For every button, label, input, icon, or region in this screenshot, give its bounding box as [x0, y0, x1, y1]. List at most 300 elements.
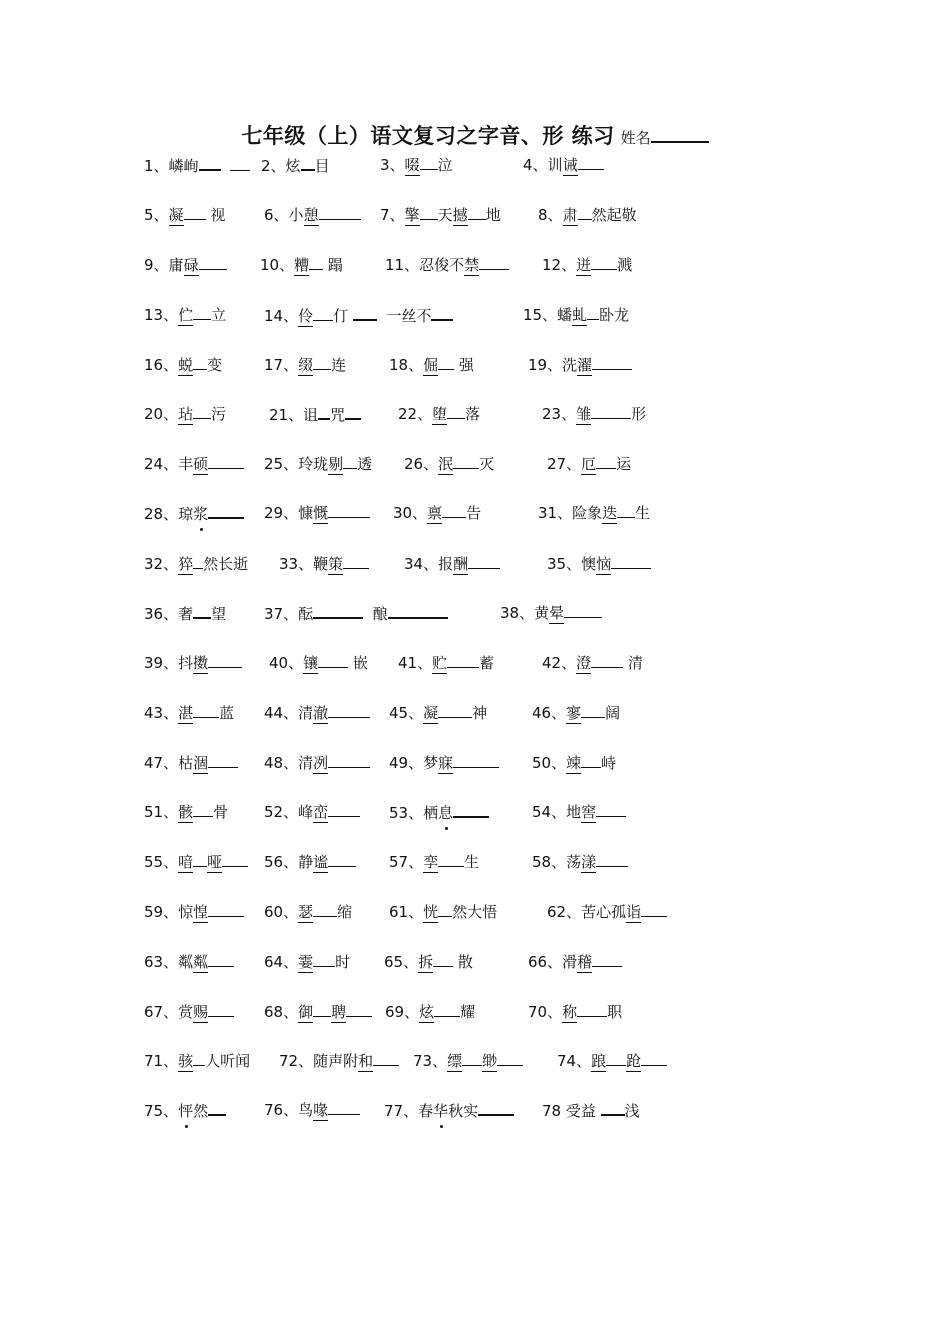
answer-blank[interactable] [193, 849, 207, 867]
answer-blank[interactable] [433, 949, 453, 967]
item-18 [389, 352, 474, 375]
row-20 [0, 1097, 950, 1121]
item-number: 48、 [264, 754, 299, 772]
item-16 [144, 352, 222, 375]
answer-blank[interactable] [578, 202, 592, 220]
answer-blank[interactable] [346, 999, 372, 1017]
item-20 [144, 401, 226, 424]
item-word: 抖 [178, 654, 194, 672]
item-59 [144, 899, 244, 922]
answer-blank[interactable] [388, 600, 448, 619]
item-number: 49、 [389, 754, 424, 772]
item-word: 蓝 [219, 704, 235, 722]
target-character: 肃 [562, 206, 578, 224]
item-word: 目 [314, 157, 330, 175]
target-character: 糟 [294, 256, 310, 274]
item-24 [144, 451, 244, 474]
answer-blank[interactable] [309, 252, 323, 270]
item-17 [264, 352, 346, 375]
answer-blank[interactable] [478, 1097, 514, 1116]
row-8 [0, 500, 950, 524]
item-number: 36、 [144, 605, 179, 623]
answer-blank[interactable] [479, 252, 509, 270]
target-character: 硕 [193, 455, 209, 473]
answer-blank[interactable] [420, 152, 438, 170]
item-50 [532, 750, 616, 773]
item-number: 41、 [398, 654, 433, 672]
item-word: 洗 [562, 356, 578, 374]
answer-blank[interactable] [591, 401, 631, 419]
item-word: 诅 [303, 406, 319, 424]
item-word: 地 [566, 803, 582, 821]
item-55 [144, 849, 248, 872]
item-word: 奢 [178, 605, 194, 623]
item-number: 27、 [547, 455, 582, 473]
item-30 [393, 500, 481, 523]
target-character: 缈 [482, 1052, 498, 1070]
answer-blank[interactable] [208, 750, 238, 768]
row-6 [0, 401, 950, 425]
target-character: 赐 [193, 1003, 209, 1021]
item-word: 忍俊不 [419, 256, 465, 274]
target-character: 玷 [178, 405, 194, 423]
item-word: 小 [288, 206, 304, 224]
answer-blank[interactable] [431, 302, 453, 321]
item-word: 受益 [565, 1102, 596, 1120]
answer-blank[interactable] [208, 949, 234, 967]
item-36 [144, 600, 226, 624]
item-word: 灭 [479, 455, 495, 473]
item-word: 惊 [178, 903, 194, 921]
item-72 [279, 1048, 399, 1071]
item-45 [389, 700, 487, 723]
answer-blank[interactable] [617, 500, 635, 518]
item-65 [384, 949, 473, 972]
item-27 [547, 451, 631, 474]
item-word: 训 [547, 156, 563, 174]
item-word: 望 [211, 605, 227, 623]
answer-blank[interactable] [442, 500, 466, 518]
item-word: 静 [298, 853, 314, 871]
target-character: 竦 [566, 754, 582, 772]
item-number: 8、 [538, 206, 563, 224]
answer-blank[interactable] [438, 849, 464, 867]
item-word: 人听闻 [205, 1052, 251, 1070]
answer-blank[interactable] [208, 1097, 226, 1116]
item-word: 清 [627, 654, 643, 672]
item-word: 嵌 [352, 654, 368, 672]
row-4 [0, 302, 950, 326]
target-character: 寐 [438, 754, 454, 772]
item-2 [261, 152, 330, 176]
answer-blank[interactable] [193, 600, 211, 619]
item-69 [385, 999, 475, 1022]
answer-blank[interactable] [193, 1048, 205, 1066]
answer-blank[interactable] [193, 700, 219, 718]
answer-blank[interactable] [208, 500, 244, 519]
item-number: 3、 [380, 156, 405, 174]
item-39 [144, 650, 242, 673]
item-number: 73、 [413, 1052, 448, 1070]
item-10 [260, 252, 343, 275]
answer-blank[interactable] [438, 899, 452, 917]
answer-blank[interactable] [468, 551, 500, 569]
item-word: 骨 [213, 803, 229, 821]
target-character: 炫 [419, 1003, 435, 1021]
item-word: 地 [485, 206, 501, 224]
target-character: 稽 [577, 953, 593, 971]
item-word: 酿 [372, 605, 388, 623]
target-character: 湛 [178, 704, 194, 722]
item-word: 滑 [562, 953, 578, 971]
target-character: 憩 [303, 206, 319, 224]
answer-blank[interactable] [453, 799, 489, 818]
item-number: 19、 [528, 356, 563, 374]
item-49 [389, 750, 499, 773]
item-47 [144, 750, 238, 773]
item-word: 报 [438, 555, 454, 573]
answer-blank[interactable] [447, 650, 479, 668]
item-28 [144, 500, 244, 524]
answer-blank[interactable] [641, 1048, 667, 1066]
item-word: 强 [458, 356, 474, 374]
answer-blank[interactable] [420, 202, 438, 220]
target-character: 禀 [427, 504, 443, 522]
row-11 [0, 650, 950, 674]
target-character: 澈 [313, 704, 329, 722]
answer-blank[interactable] [468, 202, 486, 220]
target-character: 伶 [298, 307, 314, 325]
target-character: 惶 [193, 903, 209, 921]
item-number: 60、 [264, 903, 299, 921]
row-17 [0, 949, 950, 973]
item-word: 玲珑 [298, 455, 329, 473]
row-10 [0, 600, 950, 624]
item-11 [385, 252, 509, 275]
target-character: 擎 [404, 206, 420, 224]
target-character: 贮 [432, 654, 448, 672]
item-75 [144, 1097, 226, 1121]
item-4 [523, 152, 604, 175]
item-26 [404, 451, 494, 474]
answer-blank[interactable] [208, 999, 234, 1017]
item-7 [380, 202, 501, 225]
item-word: 荡 [566, 853, 582, 871]
item-word: 落 [465, 405, 481, 423]
item-number: 37、 [264, 605, 299, 623]
item-number: 21、 [269, 406, 304, 424]
item-number: 65、 [384, 953, 419, 971]
item-word: 酝 [298, 605, 314, 623]
item-word: 形 [631, 405, 647, 423]
target-character: 跄 [626, 1052, 642, 1070]
item-number: 33、 [279, 555, 314, 573]
item-word: 鞭 [313, 555, 329, 573]
target-character: 冽 [313, 754, 329, 772]
answer-blank[interactable] [592, 949, 622, 967]
answer-blank[interactable] [230, 153, 250, 171]
answer-blank[interactable] [343, 451, 357, 469]
answer-blank[interactable] [453, 451, 479, 469]
answer-blank[interactable] [587, 302, 599, 320]
target-character: 谧 [313, 853, 329, 871]
answer-blank[interactable] [328, 700, 370, 718]
answer-blank[interactable] [462, 1048, 482, 1066]
item-number: 77、 [384, 1102, 419, 1120]
answer-blank[interactable] [591, 650, 623, 668]
answer-blank[interactable] [591, 252, 617, 270]
item-43 [144, 700, 234, 723]
item-number: 62、 [547, 903, 582, 921]
item-number: 39、 [144, 654, 179, 672]
target-character: 孪 [423, 853, 439, 871]
answer-blank[interactable] [193, 401, 211, 419]
answer-blank[interactable] [328, 1097, 360, 1115]
item-word: 告 [466, 504, 482, 522]
name-blank[interactable] [651, 125, 709, 143]
item-number: 52、 [264, 803, 299, 821]
target-character: 寥 [566, 704, 582, 722]
answer-blank[interactable] [345, 401, 361, 420]
target-character: 息 [438, 804, 454, 822]
item-number: 47、 [144, 754, 179, 772]
target-character: 骸 [178, 803, 194, 821]
item-64 [264, 949, 350, 972]
row-3 [0, 252, 950, 276]
item-number: 28、 [144, 505, 179, 523]
item-word: 赏 [178, 1003, 194, 1021]
target-character: 雏 [576, 405, 592, 423]
target-character: 缥 [447, 1052, 463, 1070]
header [0, 120, 950, 150]
answer-blank[interactable] [447, 401, 465, 419]
target-character: 霎 [298, 953, 314, 971]
answer-blank[interactable] [578, 152, 604, 170]
target-character: 骇 [178, 1052, 194, 1070]
item-40 [269, 650, 368, 673]
answer-blank[interactable] [328, 750, 370, 768]
item-number: 64、 [264, 953, 299, 971]
item-6 [264, 202, 361, 225]
item-number: 59、 [144, 903, 179, 921]
item-31 [538, 500, 650, 523]
answer-blank[interactable] [313, 999, 331, 1017]
item-number: 58、 [532, 853, 567, 871]
answer-blank[interactable] [596, 451, 616, 469]
target-character: 慨 [313, 504, 329, 522]
item-number: 51、 [144, 803, 179, 821]
item-number: 69、 [385, 1003, 420, 1021]
item-number: 17、 [264, 356, 299, 374]
item-word: 运 [616, 455, 632, 473]
answer-blank[interactable] [199, 252, 227, 270]
answer-blank[interactable] [313, 949, 335, 967]
item-word: 泣 [437, 156, 453, 174]
item-number: 55、 [144, 853, 179, 871]
answer-blank[interactable] [193, 352, 207, 370]
answer-blank[interactable] [641, 899, 667, 917]
item-73 [413, 1048, 523, 1071]
target-character: 虬 [572, 306, 588, 324]
item-word: 随声附 [313, 1052, 359, 1070]
target-character: 瑟 [298, 903, 314, 921]
answer-blank[interactable] [581, 700, 605, 718]
target-character: 聘 [331, 1003, 347, 1021]
row-14 [0, 799, 950, 823]
answer-blank[interactable] [328, 799, 360, 817]
item-33 [279, 551, 369, 574]
item-number: 57、 [389, 853, 424, 871]
item-word: 然起敬 [591, 206, 637, 224]
answer-blank[interactable] [319, 202, 361, 220]
answer-blank[interactable] [497, 1048, 523, 1066]
item-word: 清 [298, 754, 314, 772]
answer-blank[interactable] [328, 849, 356, 867]
answer-blank[interactable] [596, 849, 628, 867]
item-number: 61、 [389, 903, 424, 921]
answer-blank[interactable] [313, 899, 337, 917]
target-character: 喑 [178, 853, 194, 871]
answer-blank[interactable] [434, 999, 460, 1017]
item-54 [532, 799, 626, 822]
answer-blank[interactable] [601, 1097, 625, 1116]
item-word: 粼 [178, 953, 194, 971]
target-character: 哑 [207, 853, 223, 871]
item-word: 天 [437, 206, 453, 224]
item-number: 72、 [279, 1052, 314, 1070]
item-word: 视 [210, 206, 226, 224]
item-38 [500, 600, 602, 623]
target-character: 诫 [562, 156, 578, 174]
answer-blank[interactable] [596, 799, 626, 817]
target-character: 漾 [581, 853, 597, 871]
answer-blank[interactable] [208, 451, 244, 469]
item-number: 75、 [144, 1102, 179, 1120]
target-character: 濯 [577, 356, 593, 374]
item-word: 浅 [624, 1102, 640, 1120]
row-9 [0, 551, 950, 575]
answer-blank[interactable] [353, 302, 377, 321]
target-character: 缀 [298, 356, 314, 374]
target-character: 澄 [576, 654, 592, 672]
answer-blank[interactable] [592, 352, 632, 370]
item-number: 46、 [532, 704, 567, 722]
item-word: 然 [193, 1102, 209, 1120]
item-number: 1、 [144, 157, 169, 175]
answer-blank[interactable] [193, 799, 213, 817]
item-number: 6、 [264, 206, 289, 224]
target-character: 和 [358, 1052, 374, 1070]
item-70 [528, 999, 622, 1022]
item-word: 污 [211, 405, 227, 423]
answer-blank[interactable] [193, 551, 203, 569]
target-character: 称 [562, 1003, 578, 1021]
answer-blank[interactable] [611, 551, 651, 569]
item-word: 梦 [423, 754, 439, 772]
answer-blank[interactable] [328, 500, 370, 518]
item-word: 生 [635, 504, 651, 522]
answer-blank[interactable] [373, 1048, 399, 1066]
answer-blank[interactable] [313, 303, 333, 321]
answer-blank[interactable] [184, 202, 206, 220]
item-word: 散 [457, 953, 473, 971]
item-word: 慷 [298, 504, 314, 522]
target-character: 镶 [303, 654, 319, 672]
item-37 [264, 600, 448, 624]
answer-blank[interactable] [581, 750, 601, 768]
answer-blank[interactable] [301, 152, 315, 171]
answer-blank[interactable] [564, 600, 602, 618]
item-word: 阔 [605, 704, 621, 722]
target-character: 厄 [581, 455, 597, 473]
target-character: 策 [328, 555, 344, 573]
target-character: 酬 [453, 555, 469, 573]
item-number: 18、 [389, 356, 424, 374]
item-word: 嶙峋 [168, 157, 199, 175]
item-word: 溅 [617, 256, 633, 274]
answer-blank[interactable] [343, 551, 369, 569]
item-word: 立 [211, 306, 227, 324]
answer-blank[interactable] [438, 700, 472, 718]
item-number: 66、 [528, 953, 563, 971]
item-number: 76、 [264, 1101, 299, 1119]
item-word: 懊 [581, 555, 597, 573]
answer-blank[interactable] [453, 750, 499, 768]
item-word: 鸟 [298, 1101, 314, 1119]
item-14 [264, 302, 453, 326]
item-word: 枯 [178, 754, 194, 772]
name-label: 姓名 [620, 129, 651, 147]
item-word: 险象 [572, 504, 603, 522]
target-character: 啜 [404, 156, 420, 174]
target-character: 堕 [432, 405, 448, 423]
answer-blank[interactable] [222, 849, 248, 867]
answer-blank[interactable] [606, 1048, 626, 1066]
item-5 [144, 202, 225, 225]
answer-blank[interactable] [199, 152, 221, 171]
answer-blank[interactable] [318, 401, 330, 420]
item-1 [144, 152, 250, 176]
item-number: 7、 [380, 206, 405, 224]
item-word: 缩 [337, 903, 353, 921]
target-character: 擞 [193, 654, 209, 672]
target-character: 泯 [438, 455, 454, 473]
answer-blank[interactable] [313, 600, 363, 619]
answer-blank[interactable] [577, 999, 607, 1017]
item-number: 74、 [557, 1052, 592, 1070]
item-word: 透 [357, 455, 373, 473]
item-number: 9、 [144, 256, 169, 274]
answer-blank[interactable] [438, 352, 454, 370]
answer-blank[interactable] [193, 302, 211, 320]
target-character: 诣 [626, 903, 642, 921]
answer-blank[interactable] [208, 650, 242, 668]
item-word: 仃 [333, 307, 349, 325]
item-number: 10、 [260, 256, 295, 274]
item-56 [264, 849, 356, 872]
item-word: 栖 [423, 804, 439, 822]
answer-blank[interactable] [318, 650, 348, 668]
answer-blank[interactable] [313, 352, 331, 370]
item-number: 2、 [261, 157, 286, 175]
row-12 [0, 700, 950, 724]
target-character: 拆 [418, 953, 434, 971]
answer-blank[interactable] [208, 899, 244, 917]
item-number: 34、 [404, 555, 439, 573]
item-3 [380, 152, 453, 175]
item-68 [264, 999, 372, 1022]
item-number: 5、 [144, 206, 169, 224]
